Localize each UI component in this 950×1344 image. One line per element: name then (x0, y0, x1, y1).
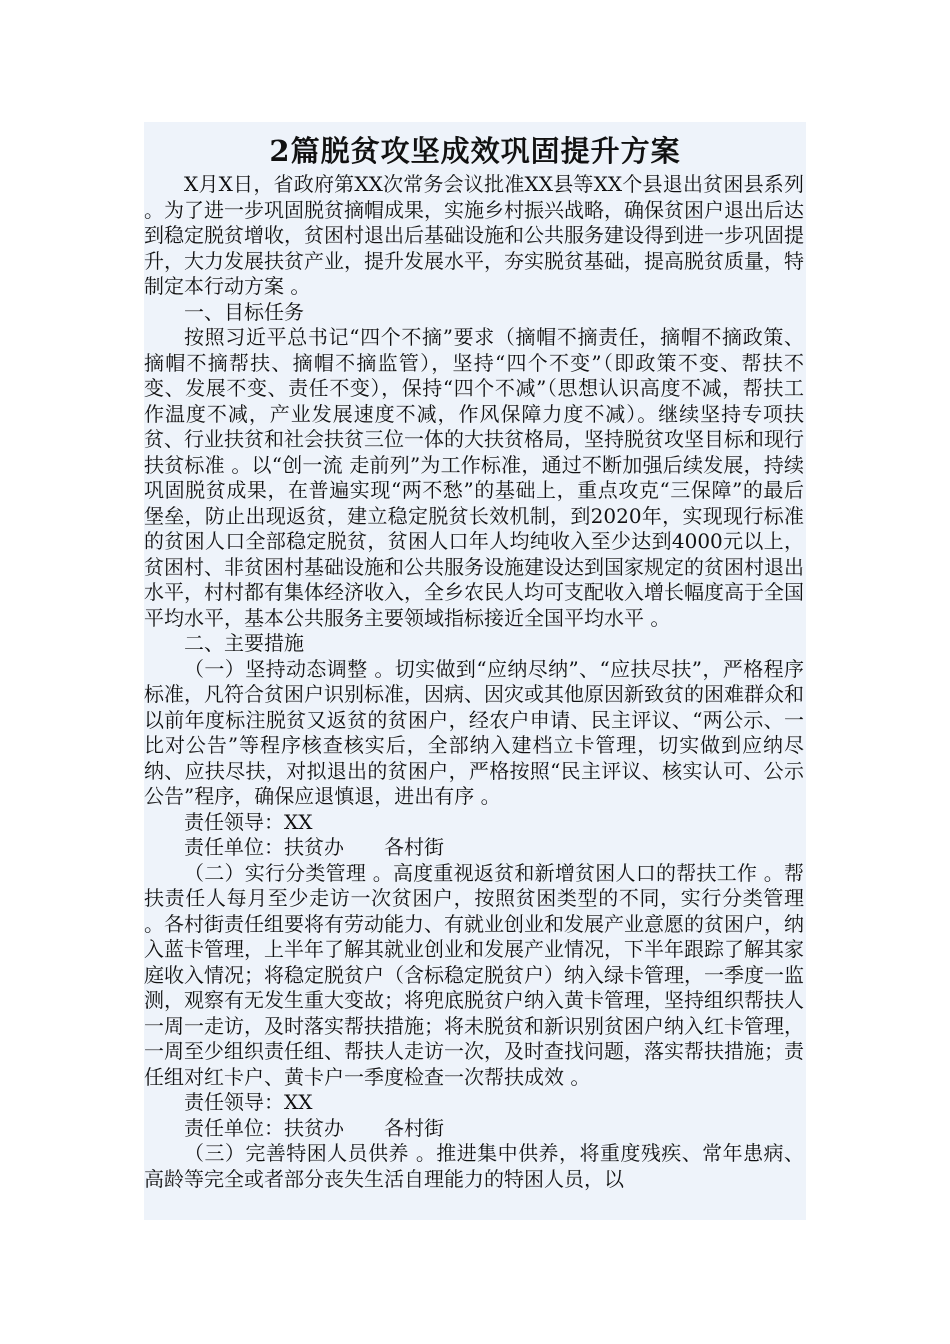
paragraph-goals: 按照习近平总书记“四个不摘”要求（摘帽不摘责任，摘帽不摘政策、摘帽不摘帮扶、摘帽不摘监管），坚持“四个不变”（即政策不变、帮扶不变、发展不变、责任不变），保持“四个不减”（思想认识高度不减，帮扶工作温度不减，产业发展速度不减，作风保障力度不减）。继续坚持专项扶贫、行业扶贫和社会扶贫三位一体的大扶贫格局，坚持脱贫攻坚目标和现行扶贫标准 。以“创一流 走前列”为工作标准，通过不断加强后续发展，持续巩固脱贫成果，在普遍实现“两不愁”的基础上，重点攻克“三保障”的最后堡垒，防止出现返贫，建立稳定脱贫长效机制，到2020年，实现现行标准的贫困人口全部稳定脱贫，贫困人口年人均纯收入至少达到4000元以上，贫困村、非贫困村基础设施和公共服务设施建设达到国家规定的贫困村退出水平，村村都有集体经济收入，全乡农民人均可支配收入增长幅度高于全国平均水平，基本公共服务主要领域指标接近全国平均水平 。 (144, 325, 804, 630)
document-body (144, 122, 806, 1220)
section-heading-measures: 二、主要措施 (184, 631, 304, 655)
section-heading-goals: 一、目标任务 (184, 299, 304, 324)
responsible-unit-2: 责任单位：扶贫办 各村街 (184, 1115, 444, 1140)
document-title: 2篇脱贫攻坚成效巩固提升方案 (269, 134, 681, 168)
responsible-leader-2: 责任领导：XX (184, 1090, 313, 1114)
paragraph-measure-2: （二）实行分类管理 。高度重视返贫和新增贫困人口的帮扶工作 。帮扶责任人每月至少走访一次贫困户，按照贫困类型的不同，实行分类管理 。各村街责任组要将有劳动能力、有就业创业和发展产业意愿的贫困户，纳入蓝卡管理，上半年了解其就业创业和发展产业情况，下半年跟踪了解其家庭收入情况；将稳定脱贫户（含标稳定脱贫户）纳入绿卡管理，一季度一监测，观察有无发生重大变故；将兜底脱贫户纳入黄卡管理，坚持组织帮扶人一周一走访，及时落实帮扶措施；将未脱贫和新识别贫困户纳入红卡管理，一周至少组织责任组、帮扶人走访一次，及时查找问题，落实帮扶措施；责任组对红卡户、黄卡户一季度检查一次帮扶成效 。 (144, 860, 804, 1089)
paragraph-measure-1: （一）坚持动态调整 。切实做到“应纳尽纳”、“应扶尽扶”，严格程序标准，凡符合贫困户识别标准，因病、因灾或其他原因新致贫的困难群众和以前年度标注脱贫又返贫的贫困户，经农户申请、民主评议、“两公示、一比对公告”等程序核查核实后，全部纳入建档立卡管理，切实做到应纳尽纳、应扶尽扶，对拟退出的贫困户，严格按照“民主评议、核实认可、公示公告”程序，确保应退慎退，进出有序 。 (144, 656, 804, 808)
paragraph-intro: X月X日，省政府第XX次常务会议批准XX县等XX个县退出贫困县系列 。为了进一步巩固脱贫摘帽成果，实施乡村振兴战略，确保贫困户退出后达到稳定脱贫增收，贫困村退出后基础设施和公共服务建设得到进一步巩固提升，大力发展扶贫产业，提升发展水平，夯实脱贫基础，提高脱贫质量，特制定本行动方案 。 (144, 172, 804, 298)
responsible-unit-1: 责任单位：扶贫办 各村街 (184, 835, 444, 859)
responsible-leader-1: 责任领导：XX (184, 809, 313, 834)
paragraph-measure-3: （三）完善特困人员供养 。推进集中供养，将重度残疾、常年患病、高龄等完全或者部分丧失生活自理能力的特困人员，以 (144, 1141, 804, 1191)
